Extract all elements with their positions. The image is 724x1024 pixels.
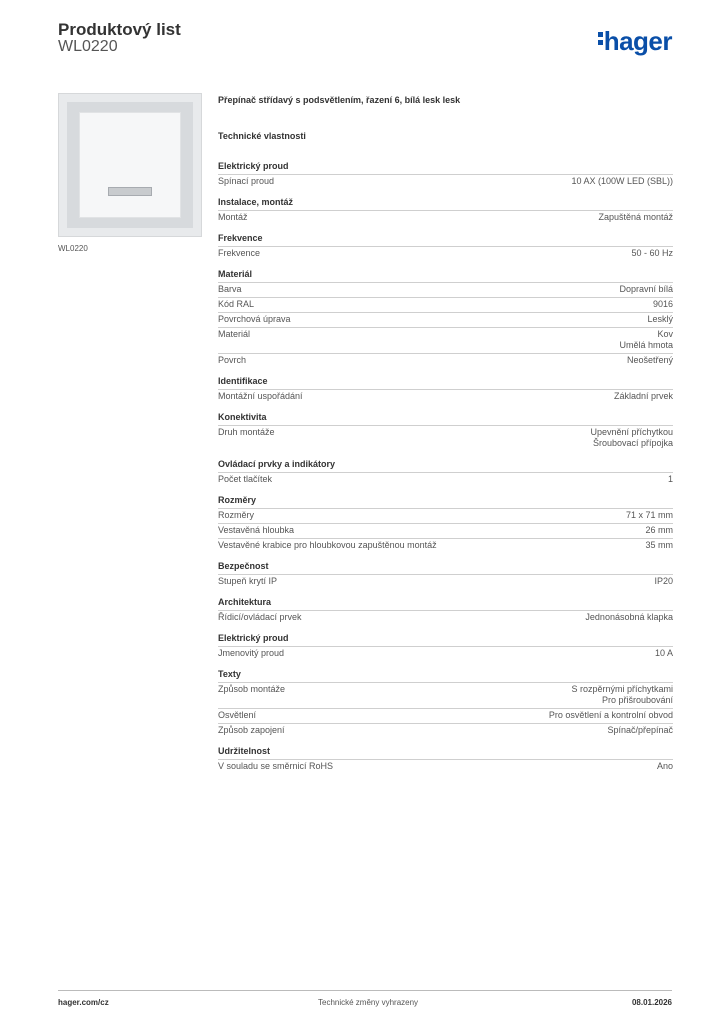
spec-section: [218, 597, 673, 625]
spec-row: [218, 472, 673, 487]
spec-label: Stupeň krytí IP: [218, 576, 278, 586]
switch-rocker: [79, 112, 181, 218]
section-title: Elektrický proud: [218, 161, 289, 171]
spec-label: Vestavěná hloubka: [218, 525, 295, 535]
spec-value: 10 A: [654, 648, 673, 658]
spec-label: Kód RAL: [218, 299, 255, 309]
spec-row: [218, 538, 673, 553]
section-title: Identifikace: [218, 376, 268, 386]
section-title: Texty: [218, 669, 241, 679]
spec-label: Osvětlení: [218, 710, 257, 720]
technical-heading: Technické vlastnosti: [218, 131, 306, 141]
footer-website: hager.com/cz: [58, 998, 109, 1007]
spec-value: Pro osvětlení a kontrolní obvod: [548, 710, 673, 720]
section-title: Architektura: [218, 597, 272, 607]
footer-date: 08.01.2026: [631, 998, 672, 1007]
section-title: Elektrický proud: [218, 633, 289, 643]
spec-row: [218, 282, 673, 297]
spec-label: Povrch: [218, 355, 247, 365]
spec-label: Jmenovitý proud: [218, 648, 285, 658]
spec-label: Frekvence: [218, 248, 261, 258]
hager-logo: [598, 26, 672, 57]
spec-row: [218, 246, 673, 261]
spec-label: Spínací proud: [218, 176, 275, 186]
spec-label: Způsob montáže: [218, 684, 286, 694]
spec-sections: [218, 161, 673, 774]
spec-section: [218, 746, 673, 774]
spec-value: Neošetřený: [626, 355, 673, 365]
spec-row: [218, 174, 673, 189]
spec-section: [218, 495, 673, 553]
spec-value: IP20: [654, 576, 673, 586]
spec-row: [218, 759, 673, 774]
image-caption: WL0220: [58, 244, 88, 253]
product-image: [58, 93, 202, 237]
spec-value: Základní prvek: [613, 391, 673, 401]
spec-label: Montáž: [218, 212, 248, 222]
spec-row: [218, 682, 673, 708]
spec-row: [218, 708, 673, 723]
section-title: Udržitelnost: [218, 746, 271, 756]
spec-label: Rozměry: [218, 510, 255, 520]
logo-colon-icon: [598, 29, 604, 48]
spec-value: S rozpěrnými příchytkami Pro přišroubování: [571, 684, 673, 705]
product-title: Přepínač střídavý s podsvětlením, řazení 6, bílá lesk lesk: [218, 95, 461, 105]
spec-value: Kov Umělá hmota: [619, 329, 673, 350]
spec-section: [218, 669, 673, 738]
spec-label: Řídicí/ovládací prvek: [218, 612, 302, 622]
spec-label: Materiál: [218, 329, 251, 339]
spec-value: 26 mm: [645, 525, 673, 535]
spec-label: Počet tlačítek: [218, 474, 273, 484]
spec-section: [218, 412, 673, 451]
spec-section: [218, 376, 673, 404]
footer-divider: [58, 990, 672, 991]
spec-section: [218, 459, 673, 487]
section-title: Materiál: [218, 269, 253, 279]
spec-value: Ano: [656, 761, 673, 771]
led-indicator: [108, 187, 152, 196]
spec-section: [218, 233, 673, 261]
spec-row: [218, 574, 673, 589]
spec-value: 71 x 71 mm: [625, 510, 673, 520]
spec-value: Jednonásobná klapka: [585, 612, 673, 622]
spec-section: [218, 633, 673, 661]
section-title: Frekvence: [218, 233, 263, 243]
spec-label: Montážní uspořádání: [218, 391, 303, 401]
spec-value: 50 - 60 Hz: [631, 248, 673, 258]
spec-value: 35 mm: [645, 540, 673, 550]
spec-label: V souladu se směrnicí RoHS: [218, 761, 334, 771]
spec-row: [218, 508, 673, 523]
spec-label: Povrchová úprava: [218, 314, 291, 324]
spec-row: [218, 312, 673, 327]
spec-section: [218, 269, 673, 368]
spec-row: [218, 353, 673, 368]
spec-value: 1: [667, 474, 673, 484]
spec-value: 9016: [652, 299, 673, 309]
spec-row: [218, 327, 673, 353]
logo-text: hager: [603, 26, 672, 56]
spec-label: Způsob zapojení: [218, 725, 285, 735]
spec-row: [218, 389, 673, 404]
spec-value: Spínač/přepínač: [607, 725, 673, 735]
page-title: Produktový list: [58, 20, 181, 39]
section-title: Rozměry: [218, 495, 257, 505]
spec-section: [218, 561, 673, 589]
spec-row: [218, 210, 673, 225]
spec-row: [218, 610, 673, 625]
spec-row: [218, 723, 673, 738]
spec-label: Vestavěné krabice pro hloubkovou zapuštěnou montáž: [218, 540, 437, 550]
footer-disclaimer: Technické změny vyhrazeny: [318, 998, 419, 1007]
spec-section: [218, 197, 673, 225]
spec-row: [218, 425, 673, 451]
section-title: Ovládací prvky a indikátory: [218, 459, 336, 469]
section-title: Instalace, montáž: [218, 197, 294, 207]
spec-value: Dopravní bílá: [619, 284, 673, 294]
spec-row: [218, 297, 673, 312]
spec-value: Upevnění příchytkou Šroubovací přípojka: [590, 427, 673, 448]
spec-value: Lesklý: [647, 314, 673, 324]
spec-row: [218, 523, 673, 538]
spec-value: Zapuštěná montáž: [598, 212, 673, 222]
spec-value: 10 AX (100W LED (SBL)): [571, 176, 673, 186]
spec-row: [218, 646, 673, 661]
spec-label: Druh montáže: [218, 427, 275, 437]
spec-section: [218, 161, 673, 189]
spec-label: Barva: [218, 284, 242, 294]
section-title: Bezpečnost: [218, 561, 269, 571]
product-code: WL0220: [58, 38, 118, 55]
spec-table: [218, 95, 673, 774]
section-title: Konektivita: [218, 412, 267, 422]
